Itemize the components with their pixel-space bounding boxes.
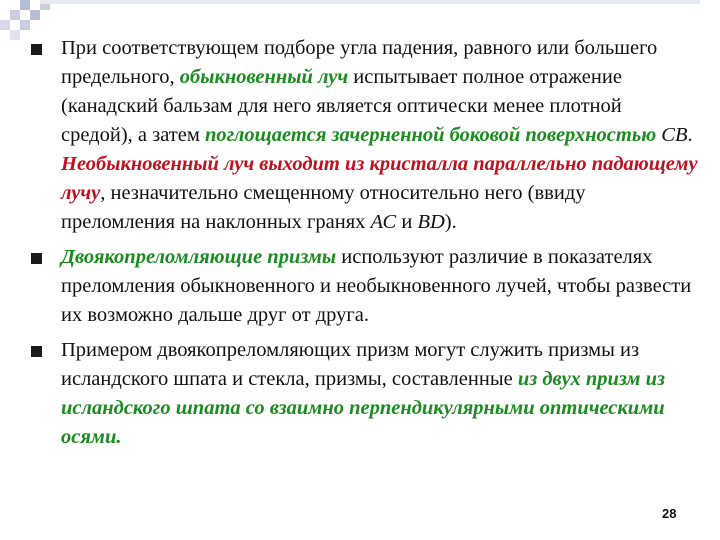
square-bullet-icon bbox=[31, 44, 42, 55]
page-number: 28 bbox=[662, 506, 677, 521]
slide-body bbox=[30, 34, 698, 458]
label-bd: BD bbox=[417, 211, 445, 233]
bullet-item-2 bbox=[30, 243, 698, 330]
highlight-perpendicular-axes: из двух призм из исландского шпата со взаимно перпендикулярными оптическими осями. bbox=[61, 368, 665, 448]
top-decorative-line bbox=[40, 0, 700, 4]
text: При соответствующем подборе угла падения, равного или большего предельного, bbox=[61, 37, 658, 88]
bullet-item-3 bbox=[30, 336, 698, 452]
label-ac: АС bbox=[370, 211, 397, 233]
text: . bbox=[687, 124, 693, 146]
label-cb: СВ bbox=[661, 124, 688, 146]
bullet-item-1 bbox=[30, 34, 698, 237]
highlight-extraordinary-ray: Необыкновенный луч выходит из кристалла параллельно падающему лучу bbox=[61, 153, 698, 204]
text: Примером двоякопреломляющих призм могут служить призмы из исландского шпата и стекла, призмы, составленные bbox=[61, 339, 640, 390]
text: испытывает полное отражение (канадский бальзам для него является оптически менее плотной средой), а затем bbox=[61, 66, 622, 146]
square-bullet-icon bbox=[31, 346, 42, 357]
square-bullet-icon bbox=[31, 253, 42, 264]
highlight-birefringent-prisms: Двоякопреломляющие призмы bbox=[61, 246, 337, 268]
text: используют различие в показателях преломления обыкновенного и необыкновенного лучей, чтобы развести их возможно дальше друг от друга. bbox=[61, 246, 692, 326]
text: и bbox=[396, 211, 418, 233]
highlight-absorbed: поглощается зачерненной боковой поверхностью bbox=[204, 124, 662, 146]
highlight-ordinary-ray: обыкновенный луч bbox=[179, 66, 349, 88]
text: ). bbox=[444, 211, 457, 233]
text: , незначительно смещенному относительно него (ввиду преломления на наклонных гранях bbox=[61, 182, 586, 233]
